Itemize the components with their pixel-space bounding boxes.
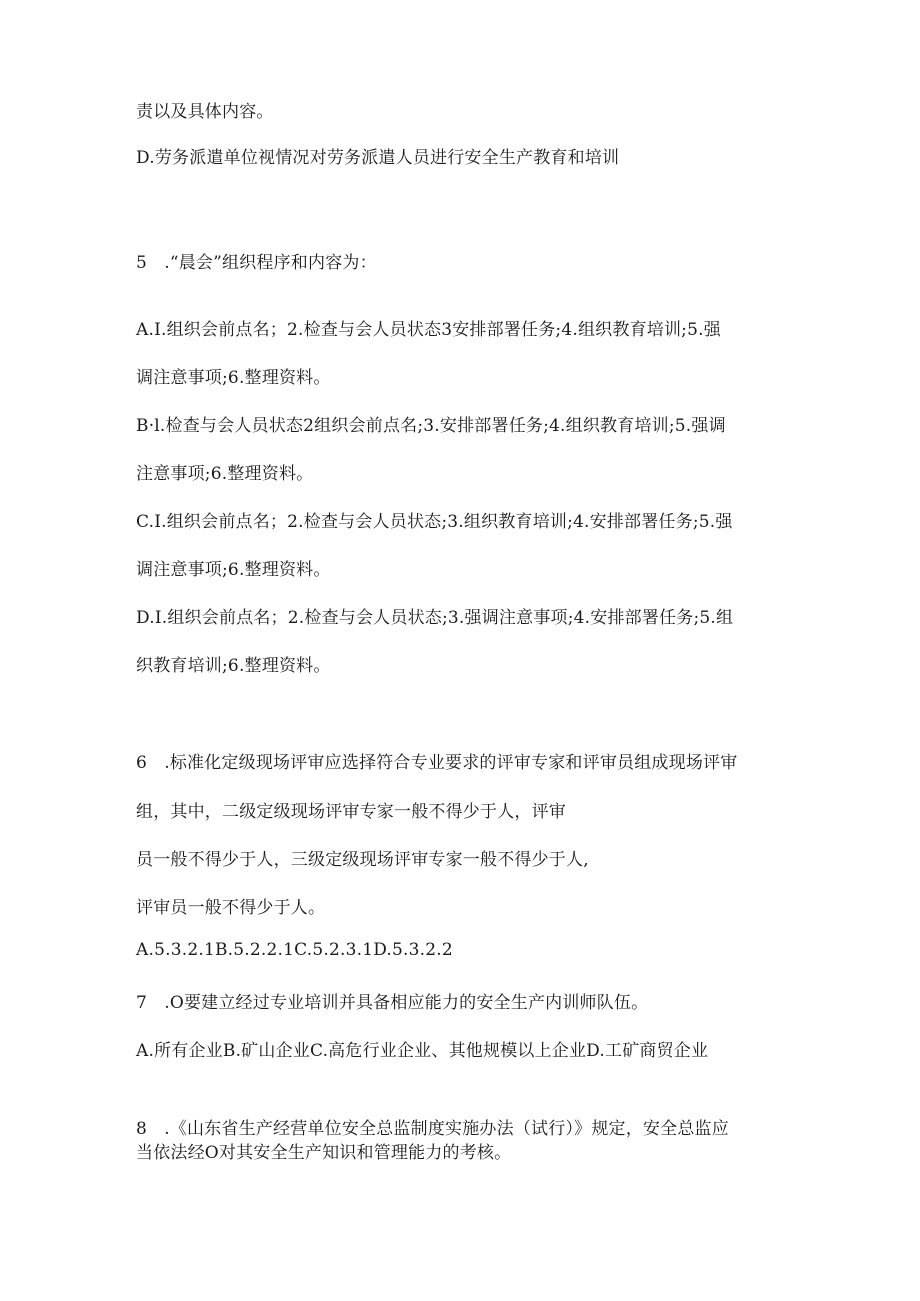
- text-line: A.所有企业B.矿山企业C.高危行业企业、其他规模以上企业D.工矿商贸企业: [136, 1041, 709, 1061]
- text-line: 评审员一般不得少于人。: [136, 898, 326, 918]
- text-line: B·l.检查与会人员状态2组织会前点名;3.安排部署任务;4.组织教育培训;5.强调: [136, 416, 726, 436]
- question-heading: 5 .“晨会”组织程序和内容为：: [136, 253, 377, 273]
- question-heading: 8 .《山东省生产经营单位安全总监制度实施办法（试行）》规定，安全总监应: [136, 1119, 729, 1139]
- text-line: A.5.3.2.1B.5.2.2.1C.5.2.3.1D.5.3.2.2: [136, 940, 453, 960]
- text-line: 注意事项;6.整理资料。: [136, 464, 314, 484]
- text-line: 组，其中，二级定级现场评审专家一般不得少于人，评审: [136, 802, 566, 822]
- text-line: 织教育培训;6.整理资料。: [136, 656, 331, 676]
- question-heading: 6 .标准化定级现场评审应选择符合专业要求的评审专家和评审员组成现场评审: [136, 753, 738, 773]
- text-line: 责以及具体内容。: [136, 102, 274, 122]
- text-line: 调注意事项;6.整理资料。: [136, 560, 331, 580]
- text-line: 调注意事项;6.整理资料。: [136, 368, 331, 388]
- text-line: D.劳务派遣单位视情况对劳务派遣人员进行安全生产教育和培训: [136, 148, 620, 168]
- text-line: D.I.组织会前点名；2.检查与会人员状态;3.强调注意事项;4.安排部署任务;5.组: [136, 608, 734, 628]
- question-heading: 7 .O要建立经过专业培训并具备相应能力的安全生产内训师队伍。: [136, 993, 649, 1013]
- text-line: 当依法经O对其安全生产知识和管理能力的考核。: [136, 1143, 512, 1163]
- text-line: C.I.组织会前点名；2.检查与会人员状态;3.组织教育培训;4.安排部署任务;5.强: [136, 512, 733, 532]
- text-line: A.I.组织会前点名；2.检查与会人员状态3安排部署任务;4.组织教育培训;5.强: [136, 320, 721, 340]
- text-line: 员一般不得少于人，三级定级现场评审专家一般不得少于人,: [136, 850, 589, 870]
